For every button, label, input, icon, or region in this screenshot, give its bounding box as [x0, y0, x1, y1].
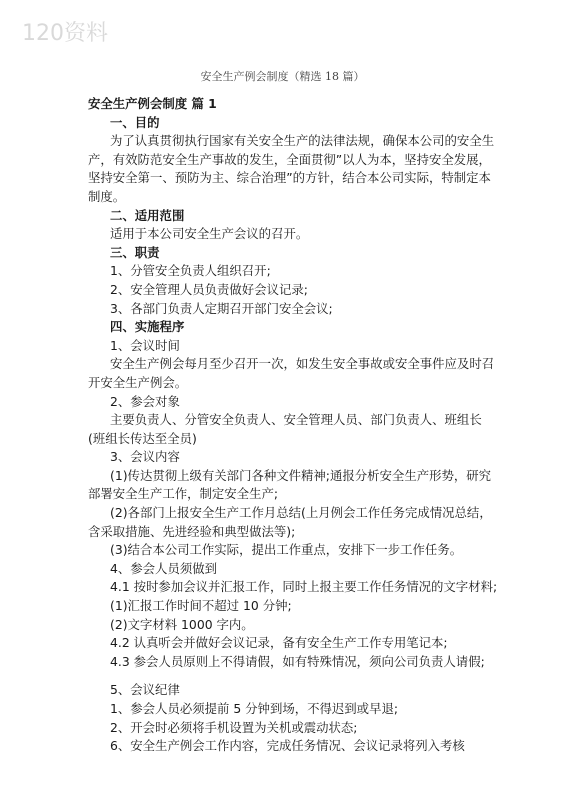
meeting-content-title: 3、会议内容	[110, 449, 180, 465]
document-title: 安全生产例会制度（精选 18 篇）	[200, 70, 365, 83]
requirement-4-1: 4.1 按时参加会议并汇报工作，同时上报主要工作任务情况的文字材料;	[110, 579, 498, 595]
attendees-title: 2、参会对象	[110, 393, 180, 409]
content-item: (2)各部门上报安全生产工作月总结(上月例会工作任务完成情况总结，含采取措施、先进经验和典型做法等);	[88, 505, 492, 539]
discipline-item: 2、开会时必须将手机设置为关机或震动状态;	[110, 719, 358, 735]
attendees-body: 主要负责人、分管安全负责人、安全管理人员、部门负责人、班组长(班组长传达至全员)	[88, 412, 482, 446]
section-heading: 安全生产例会制度 篇 1	[88, 96, 217, 111]
duties-title: 三、职责	[110, 244, 160, 260]
scope-body: 适用于本公司安全生产会议的召开。	[110, 226, 309, 242]
duty-item: 1、分管安全负责人组织召开;	[110, 263, 271, 279]
content-item: (3)结合本公司工作实际，提出工作重点，安排下一步工作任务。	[110, 542, 463, 558]
discipline-title: 5、会议纪律	[110, 682, 180, 698]
purpose-title: 一、目的	[110, 114, 160, 130]
discipline-item: 1、参会人员必须提前 5 分钟到场，不得迟到或早退;	[110, 701, 399, 716]
requirement-4-2: 4.2 认真听会并做好会议记录，备有安全生产工作专用笔记本;	[110, 635, 448, 651]
meeting-time-title: 1、会议时间	[110, 337, 180, 353]
meeting-time-body: 安全生产例会每月至少召开一次，如发生安全事故或安全事件应及时召开安全生产例会。	[88, 356, 495, 390]
document-body	[88, 95, 498, 756]
duty-item: 3、各部门负责人定期召开部门安全会议;	[110, 300, 333, 316]
requirement-sub-item: (2)文字材料 1000 字内。	[110, 616, 254, 632]
requirement-4-3: 4.3 参会人员原则上不得请假，如有特殊情况，须向公司负责人请假;	[110, 653, 485, 669]
purpose-body: 为了认真贯彻执行国家有关安全生产的法律法规，确保本公司的安全生产，有效防范安全生产事故的发生，全面贯彻”以人为本，坚持安全发展，坚持安全第一、预防为主、综合治理”的方针，结合本公司实际，特制定本制度。	[88, 133, 495, 204]
requirement-sub-item: (1)汇报工作时间不超过 10 分钟;	[110, 598, 292, 614]
duty-item: 2、安全管理人员负责做好会议记录;	[110, 281, 308, 297]
watermark-logo: 120资料	[22, 21, 108, 46]
scope-title: 二、适用范围	[110, 207, 185, 223]
content-item: (1)传达贯彻上级有关部门各种文件精神;通报分析安全生产形势，研究部署安全生产工作，制定安全生产;	[88, 467, 492, 502]
procedure-title: 四、实施程序	[110, 319, 185, 335]
discipline-item: 6、安全生产例会工作内容，完成任务情况、会议记录将列入考核	[110, 738, 465, 754]
requirements-title: 4、参会人员须做到	[110, 560, 218, 576]
